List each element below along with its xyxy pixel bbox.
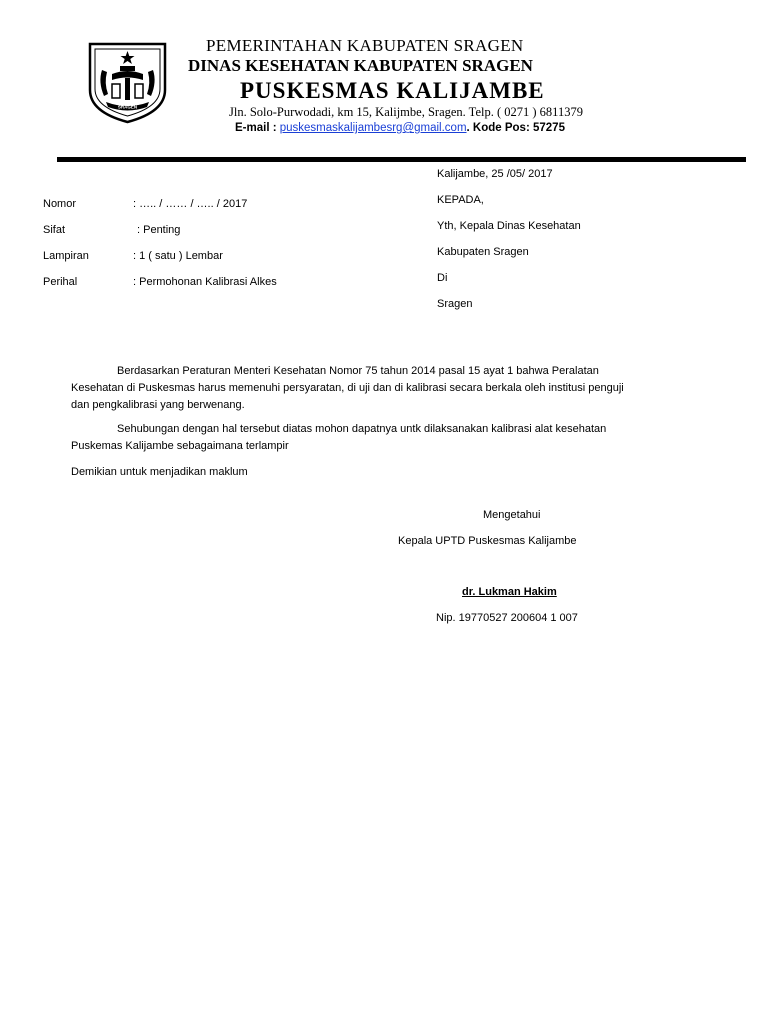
recipient-regency: Kabupaten Sragen <box>437 246 529 258</box>
letterhead-department: DINAS KESEHATAN KABUPATEN SRAGEN <box>188 56 533 75</box>
letterhead-puskesmas: PUSKESMAS KALIJAMBE <box>240 78 545 103</box>
lampiran-label: Lampiran <box>43 250 89 262</box>
letterhead-government: PEMERINTAHAN KABUPATEN SRAGEN <box>206 36 524 55</box>
postal-code: . Kode Pos: 57275 <box>466 122 565 134</box>
body-paragraph-1 <box>71 363 711 414</box>
nomor-value: : ….. / …… / ….. / 2017 <box>133 198 248 210</box>
body-paragraph-3: Demikian untuk menjadikan maklum <box>71 466 248 478</box>
signature-nip: Nip. 19770527 200604 1 007 <box>436 612 578 624</box>
svg-text:SRAGEN: SRAGEN <box>117 104 138 110</box>
nomor-label: Nomor <box>43 198 77 210</box>
recipient-di: Di <box>437 272 448 284</box>
body-paragraph-2-line-2: Puskemas Kalijambe sebagaimana terlampir <box>71 440 289 452</box>
letterhead-divider <box>57 157 746 162</box>
signature-mengetahui: Mengetahui <box>483 509 541 521</box>
letterhead-contact <box>235 122 565 134</box>
perihal-value: : Permohonan Kalibrasi Alkes <box>133 276 277 288</box>
body-paragraph-2 <box>71 421 711 455</box>
letter-date: Kalijambe, 25 /05/ 2017 <box>437 168 553 180</box>
email-label: E-mail : <box>235 122 280 134</box>
regency-seal-logo <box>84 40 171 124</box>
lampiran-value: : 1 ( satu ) Lembar <box>133 250 223 262</box>
recipient-kepada: KEPADA, <box>437 194 484 206</box>
email-link[interactable]: puskesmaskalijambesrg@gmail.com <box>279 122 467 134</box>
sifat-label: Sifat <box>43 224 66 236</box>
letterhead-address: Jln. Solo-Purwodadi, km 15, Kalijmbe, Sragen. Telp. ( 0271 ) 6811379 <box>229 105 583 119</box>
recipient-city: Sragen <box>437 298 473 310</box>
body-paragraph-2-line-1: Sehubungan dengan hal tersebut diatas mohon dapatnya untk dilaksanakan kalibrasi alat kesehatan <box>117 423 607 435</box>
sifat-value: : Penting <box>137 224 181 236</box>
signature-name: dr. Lukman Hakim <box>462 586 557 598</box>
perihal-label: Perihal <box>43 276 78 288</box>
recipient-title: Yth, Kepala Dinas Kesehatan <box>437 220 581 232</box>
body-paragraph-1-line-2: Kesehatan di Puskesmas harus memenuhi persyaratan, di uji dan di kalibrasi secara berkala oleh institusi penguji <box>71 382 624 394</box>
body-paragraph-1-line-1: Berdasarkan Peraturan Menteri Kesehatan Nomor 75 tahun 2014 pasal 15 ayat 1 bahwa Peralatan <box>117 365 599 377</box>
signature-position: Kepala UPTD Puskesmas Kalijambe <box>398 535 577 547</box>
body-paragraph-1-line-3: dan pengkalibrasi yang berwenang. <box>71 399 245 411</box>
